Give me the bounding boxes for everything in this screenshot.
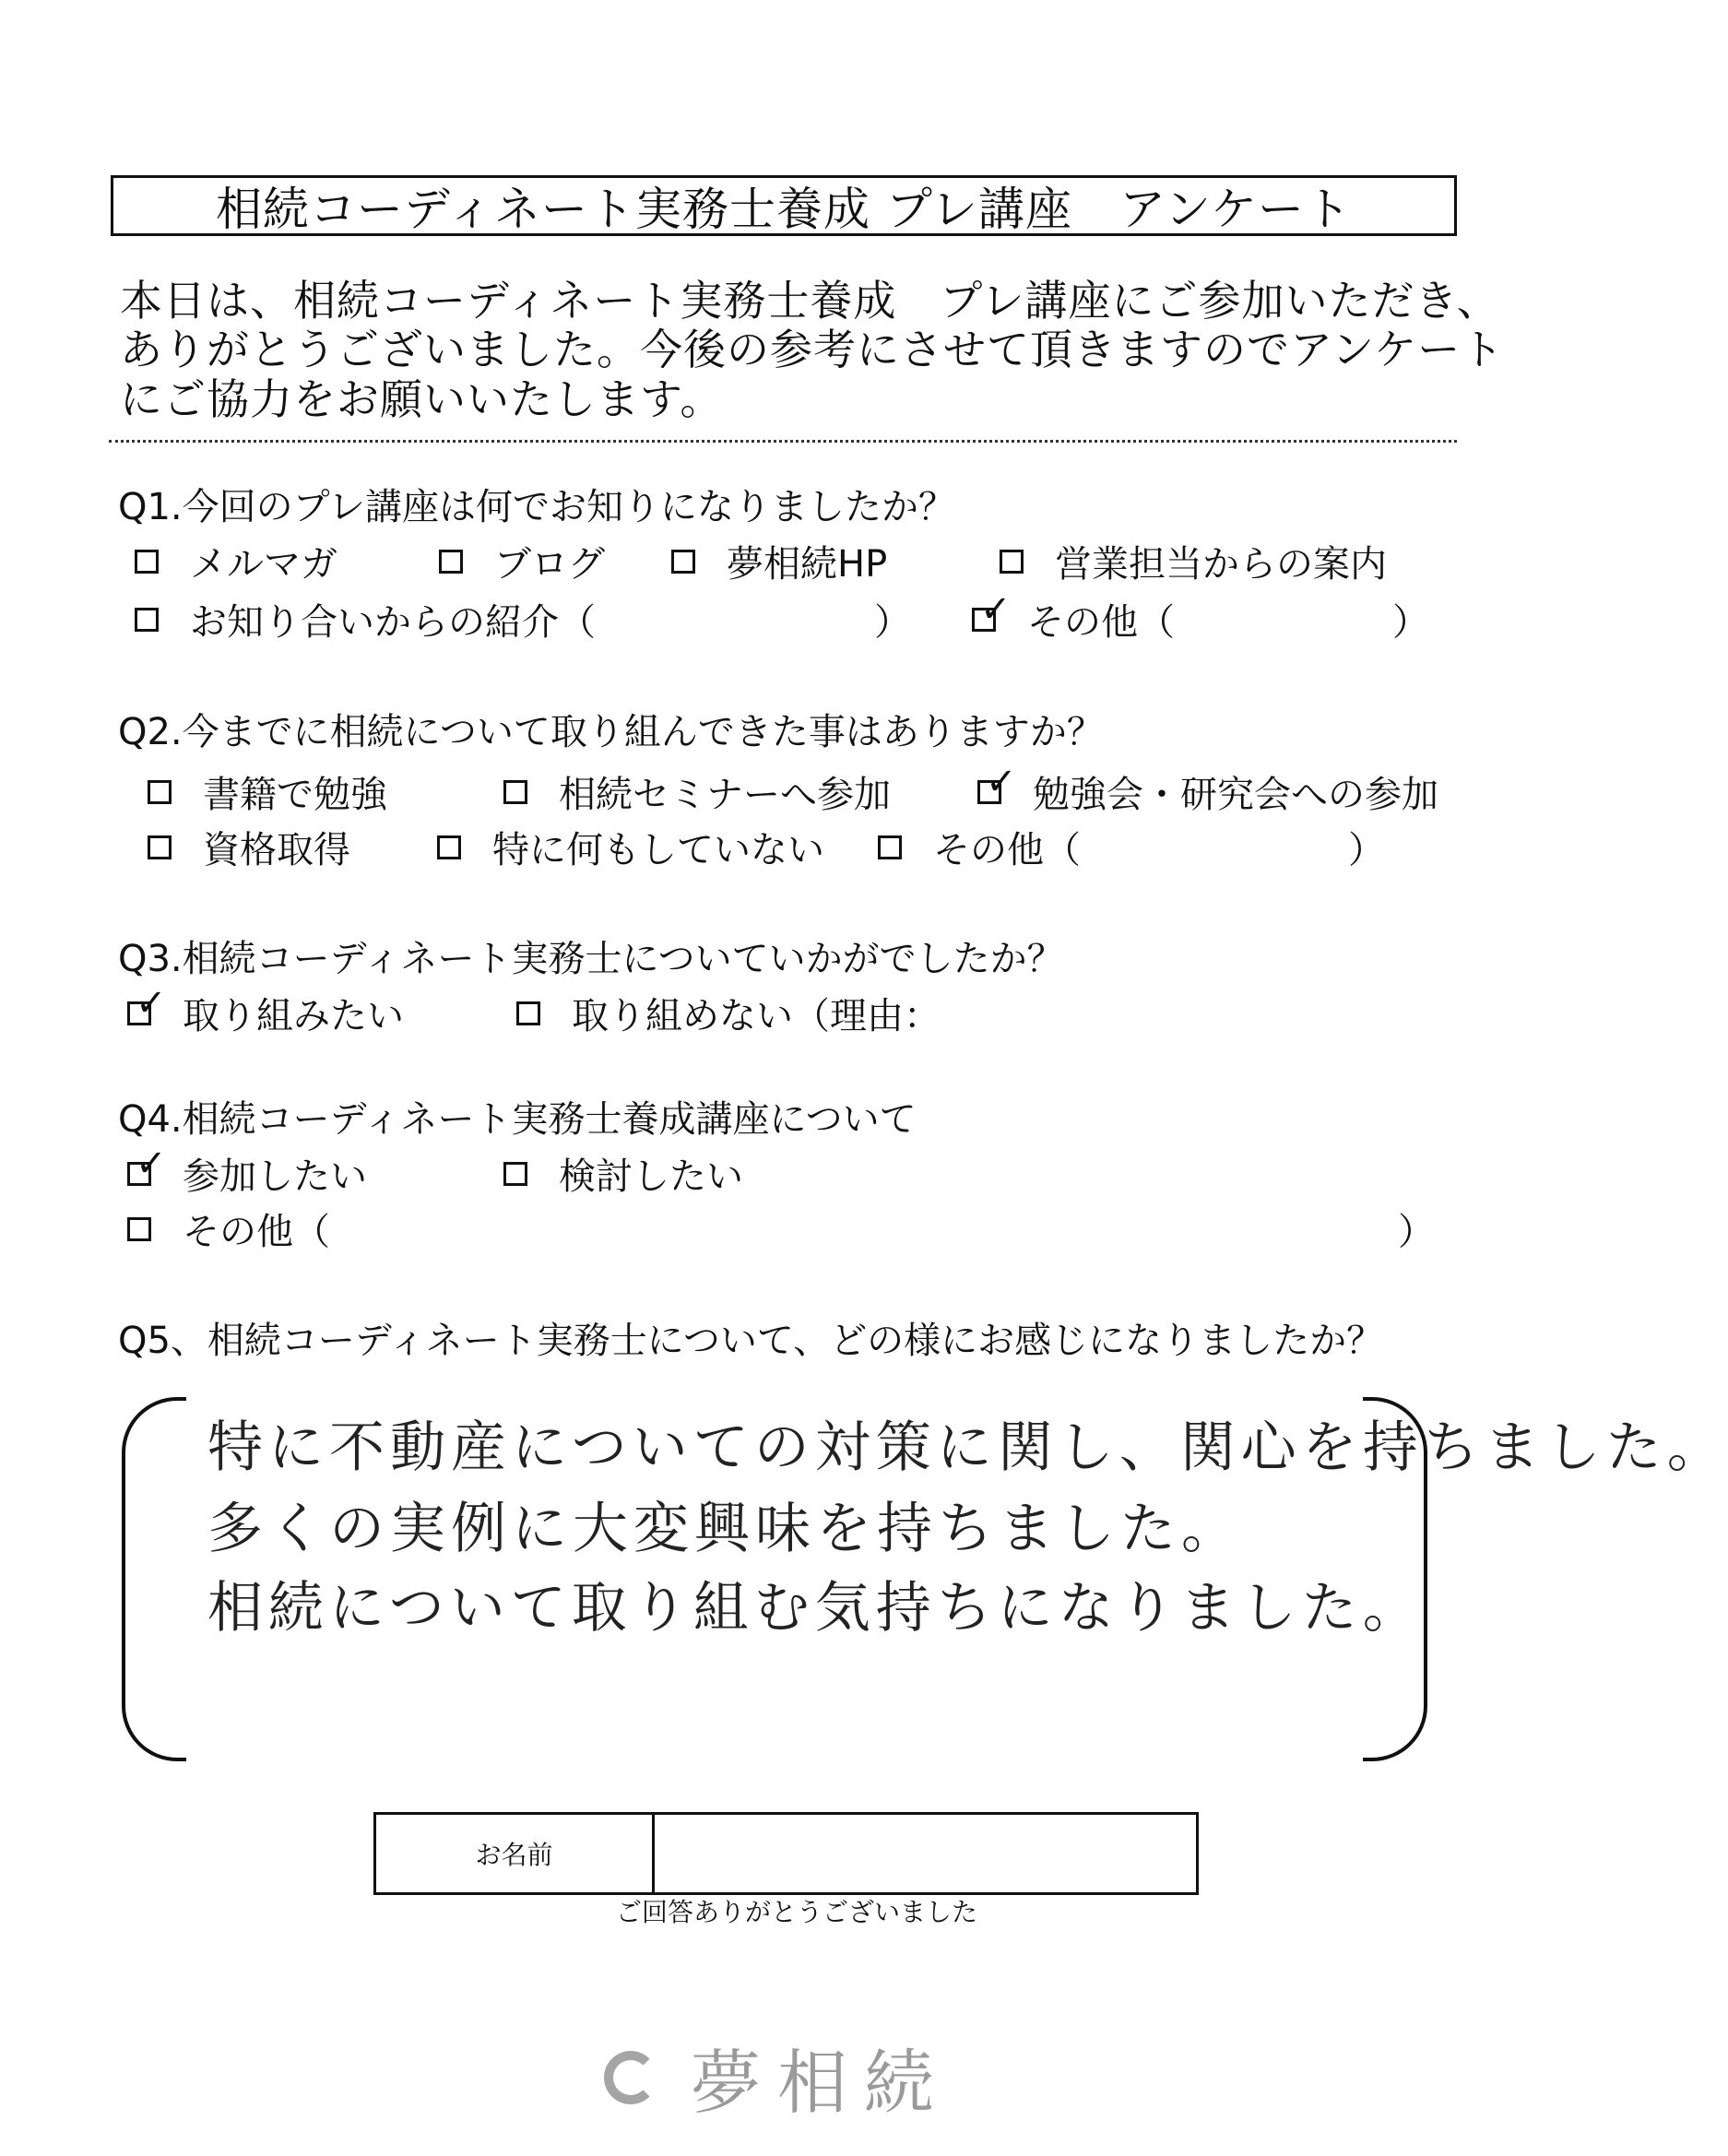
q4-option-other[interactable]: その他（ [127,1202,330,1255]
q3-option-want[interactable]: ✓ 取り組みたい [127,987,404,1039]
checkbox[interactable] [1000,550,1024,574]
checkbox-checked[interactable] [127,981,167,1025]
checkbox[interactable] [878,835,902,859]
check-mark-icon: ✓ [980,587,1012,631]
company-logo [604,2027,951,2127]
q4-option-consider[interactable]: 検討したい [503,1147,743,1200]
check-mark-icon: ✓ [136,1142,167,1185]
q3-option-cannot[interactable]: 取り組めない（理由： [516,987,941,1039]
q5-question: Q5、相続コーディネート実務士について、どの様にお感じになりましたか？ [118,1320,1384,1362]
checkbox[interactable] [437,835,461,859]
q1-option-hp[interactable]: 夢相続HP [671,535,887,587]
q3-question: Q3.相続コーディネート実務士についていかがでしたか？ [118,938,1064,980]
check-mark-icon: ✓ [136,981,167,1025]
checkbox[interactable] [148,835,172,859]
checkbox[interactable] [516,1001,540,1025]
q2-option-license[interactable]: 資格取得 [148,821,350,873]
logo-mark-icon [604,2051,657,2104]
checkbox-checked[interactable] [972,587,1012,632]
checkbox[interactable] [148,780,172,804]
intro-line-2: ありがとうございました。今後の参考にさせて頂きますのでアンケート [120,325,1505,374]
q2-question: Q2.今までに相続について取り組んできた事はありますか？ [118,711,1104,753]
q1-option-sales[interactable]: 営業担当からの案内 [1000,535,1387,587]
q1-option-other[interactable]: ✓ その他（ [972,593,1175,646]
checkbox[interactable] [439,550,463,574]
intro-line-1: 本日は、相続コーディネート実務士養成 プレ講座にご参加いただき、 [120,276,1500,326]
logo-text: 夢相続 [691,2042,951,2124]
q5-answer-line-2: 多くの実例に大変興味を持ちました。 [207,1497,1242,1561]
q2-option-seminar[interactable]: 相続セミナーへ参加 [503,765,891,818]
name-label: お名前 [373,1812,655,1895]
q2-option-books[interactable]: 書籍で勉強 [148,765,387,818]
q5-answer-line-3: 相続について取り組む気持ちになりました。 [207,1576,1424,1641]
checkbox[interactable] [503,1162,527,1186]
q5-answer-line-1: 特に不動産についての対策に関し、関心を持ちました。 [207,1416,1728,1480]
checkbox[interactable] [135,550,159,574]
q4-option-join[interactable]: ✓ 参加したい [127,1147,367,1200]
survey-title: 相続コーディネート実務士養成 プレ講座 アンケート [111,175,1457,236]
checkbox[interactable] [127,1217,151,1241]
q1-referral-close-paren: ） [874,601,911,644]
checkbox[interactable] [671,550,695,574]
q4-question: Q4.相続コーディネート実務士養成講座について [118,1098,917,1141]
q4-other-close-paren: ） [1398,1211,1435,1253]
q2-option-nothing[interactable]: 特に何もしていない [437,821,824,873]
checkbox-checked[interactable] [977,760,1017,804]
name-field[interactable] [655,1812,1199,1895]
q1-option-mailmag[interactable]: メルマガ [135,535,337,587]
q2-option-study-group[interactable]: ✓ 勉強会・研究会への参加 [977,765,1438,818]
q1-other-close-paren: ） [1392,601,1429,644]
q2-option-other[interactable]: その他（ [878,821,1081,873]
answer-bracket-left [122,1397,186,1761]
section-divider [109,440,1457,443]
thanks-text: ご回答ありがとうございました [616,1897,978,1927]
q1-option-blog[interactable]: ブログ [439,535,605,587]
checkbox-checked[interactable] [127,1142,167,1186]
q2-other-close-paren: ） [1348,829,1385,871]
q1-question: Q1.今回のプレ講座は何でお知りになりましたか？ [118,486,956,528]
check-mark-icon: ✓ [986,760,1017,803]
checkbox[interactable] [503,780,527,804]
q1-option-referral[interactable]: お知り合いからの紹介（ [135,593,596,646]
checkbox[interactable] [135,608,159,632]
intro-line-3: にご協力をお願いいたします。 [120,374,724,424]
